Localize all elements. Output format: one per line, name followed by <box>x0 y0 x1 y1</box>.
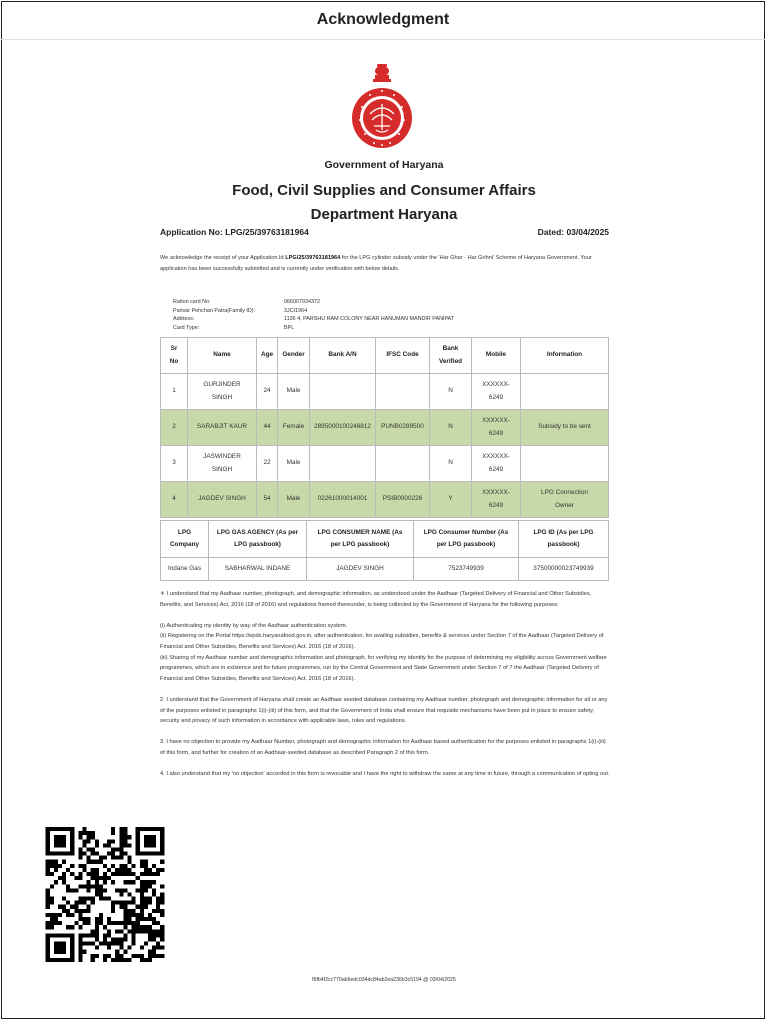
declaration-item-iii: (iii) Sharing of my Aadhaar number and demographic information and photograph, for verifying my identity for the purpose of determining my eligibility across Government welfare programmes, which are in existence and for future programmes, run by the Central Government and State Government under Section 7 of 7 the Aadhaar (Targeted Delivery of Financial and Other Subsidies, Benefits and Services) Act, 2016 (18 of 2016). <box>160 654 607 682</box>
table-row <box>161 558 609 581</box>
detail-row <box>173 315 454 324</box>
cell-sr: 2 <box>161 410 188 446</box>
table-row <box>161 410 609 446</box>
detail-value: 1136 4, PARSHU RAM COLONY NEAR HANUMAN MANDIR PANIPAT <box>284 316 455 323</box>
cell-company: Indane Gas <box>161 558 209 581</box>
col-info: Information <box>521 338 609 374</box>
declaration-para-1: ☀ I understand that my Aadhaar number, photograph, and demographic information, as understood under the Aadhaar (Targeted Delivery of Financial and Other Subsidies, Benefits, and Services) Act, 2016 (18 of 2016) and regulations framed thereunder, is being collected by the Government of Haryana for the following purposes: <box>160 591 592 608</box>
cell-mobile: XXXXXX- 6249 <box>472 374 521 410</box>
table-header-row <box>161 338 609 374</box>
declaration-para-4: 4. I also understand that my 'no objection' accorded in this form is revocable and I have the right to withdraw the same at any time in future, through a communication of opting out. <box>160 771 610 778</box>
cell-verified: Y <box>430 482 472 518</box>
declaration-para-2: 2. I understand that the Government of Haryana shall create an Aadhaar seeded database containing my Aadhaar number, photograph and demographic information for all or any of the purposes enlisted in paragraphs 1(i)-(iii) of this form, and that the Government of India shall ensure that requisite mechanisms have been put in place to ensure safety, security and privacy of such information in accordance with applicable laws, rules and regulations. <box>160 696 608 725</box>
footer-hash: f6fb4f2cc770ab6edc034dc84ab2ea236b3c5194 @ 03/04/2025 <box>312 977 456 983</box>
cell-ifsc: PSIB0000226 <box>376 482 430 518</box>
cell-sr: 4 <box>161 482 188 518</box>
intro-paragraph <box>160 253 610 274</box>
declaration-para-3: 3. I have no objection to provide my Aadhaar Number, photograph and demographic information for Aadhaar based authentication for the purposes enlisted in paragraphs 1(i)-(iii) of this form, and further for creation of an Aadhaar-seeded database as described Paragraph 2 of this form. <box>160 739 606 756</box>
cell-verified: N <box>430 374 472 410</box>
application-line <box>160 227 609 237</box>
cell-name: SARABJIT KAUR <box>188 410 257 446</box>
department-title-line2: Department Haryana <box>310 206 458 223</box>
aadhaar-declaration <box>160 589 610 790</box>
detail-label: Parivar Pehchan Patra(Family ID): <box>173 307 256 314</box>
col-lpg-id: LPG ID (As per LPG passbook) <box>519 521 609 558</box>
detail-row <box>173 298 454 307</box>
col-consumer-number: LPG Consumer Number (As per LPG passbook) <box>414 521 519 558</box>
cell-name: JASWINDER SINGH <box>188 446 257 482</box>
cell-age: 22 <box>257 446 278 482</box>
application-number: Application No: LPG/25/39763181964 <box>160 227 309 237</box>
cell-age: 44 <box>257 410 278 446</box>
cell-bank: 2895000100246812 <box>310 410 376 446</box>
detail-label: Ration card No: <box>173 299 211 305</box>
cell-info <box>521 446 609 482</box>
cell-ifsc <box>376 446 430 482</box>
detail-row <box>173 324 454 333</box>
col-gas-agency: LPG GAS AGENCY (As per LPG passbook) <box>209 521 307 558</box>
col-gender: Gender <box>278 338 310 374</box>
applicant-details <box>173 298 454 332</box>
cell-info: Subsidy to be sent <box>521 410 609 446</box>
cell-info <box>521 374 609 410</box>
col-lpg-company: LPG Company <box>161 521 209 558</box>
cell-gender: Male <box>278 482 310 518</box>
table-row <box>161 446 609 482</box>
col-consumer-name: LPG CONSUMER NAME (As per LPG passbook) <box>307 521 414 558</box>
department-title-line1: Food, Civil Supplies and Consumer Affairs <box>232 182 536 199</box>
cell-lpg-id: 37500000023749939 <box>519 558 609 581</box>
detail-value: 066007934372 <box>284 299 320 305</box>
declaration-item-i: (i) Authenticating my identity by way of the Aadhaar authentication system. <box>160 622 348 629</box>
cell-ifsc: PUNB0289500 <box>376 410 430 446</box>
col-verified: Bank Verified <box>430 338 472 374</box>
declaration-item-ii: (ii) Registering on the Portal https://epds.haryanafood.gov.in, after authentication, for availing subsidies, benefits & services under Section 7 of the Aadhaar (Targeted Delivery of Financial and Other Subsidies, Benefits and Services) Act, 2016 (18 of 2016). <box>160 633 604 650</box>
col-name: Name <box>188 338 257 374</box>
haryana-emblem-icon <box>350 62 414 152</box>
lpg-details-table <box>160 520 609 581</box>
application-date: Dated: 03/04/2025 <box>537 227 609 237</box>
cell-ifsc <box>376 374 430 410</box>
cell-gender: Male <box>278 446 310 482</box>
cell-age: 54 <box>257 482 278 518</box>
intro-app-id: LPG/25/39763181964 <box>285 255 341 261</box>
detail-label: Address: <box>173 316 195 323</box>
header-bar <box>1 1 765 40</box>
cell-name: JAGDEV SINGH <box>188 482 257 518</box>
government-name: Government of Haryana <box>324 159 444 171</box>
cell-sr: 3 <box>161 446 188 482</box>
cell-bank: 02261000014001 <box>310 482 376 518</box>
intro-text-1: We acknowledge the receipt of your Application.Id <box>160 255 286 261</box>
intro-text-2: for the LPG cylinder subsidy under the 'Har Ghar - Har Grihni' Scheme of Haryana Government. Your application has been successfully submitted and is currently under verification with below details. <box>160 255 592 272</box>
cell-mobile: XXXXXX- 6249 <box>472 410 521 446</box>
cell-gender: Male <box>278 374 310 410</box>
cell-gender: Female <box>278 410 310 446</box>
cell-bank <box>310 446 376 482</box>
table-row <box>161 482 609 518</box>
cell-consumer-number: 7523749939 <box>414 558 519 581</box>
detail-row <box>173 307 454 316</box>
col-age: Age <box>257 338 278 374</box>
cell-bank <box>310 374 376 410</box>
cell-name: GURJINDER SINGH <box>188 374 257 410</box>
detail-value: BPL <box>284 324 295 331</box>
qr-code-icon <box>45 827 165 962</box>
cell-verified: N <box>430 410 472 446</box>
col-mobile: Mobile <box>472 338 521 374</box>
cell-mobile: XXXXXX- 6249 <box>472 446 521 482</box>
page-title: Acknowledgment <box>316 11 450 28</box>
cell-info: LPG Connection Owner <box>521 482 609 518</box>
cell-agency: SABHARWAL INDANE <box>209 558 307 581</box>
col-ifsc: IFSC Code <box>376 338 430 374</box>
cell-mobile: XXXXXX- 6249 <box>472 482 521 518</box>
cell-age: 24 <box>257 374 278 410</box>
cell-verified: N <box>430 446 472 482</box>
cell-sr: 1 <box>161 374 188 410</box>
family-members-table <box>160 337 609 518</box>
cell-consumer-name: JAGDEV SINGH <box>307 558 414 581</box>
col-bank: Bank A/N <box>310 338 376 374</box>
detail-label: Card Type: <box>173 324 200 331</box>
table-row <box>161 374 609 410</box>
table-header-row <box>161 521 609 558</box>
detail-value: 3JCI1964 <box>284 307 308 314</box>
col-sr: Sr No <box>161 338 188 374</box>
